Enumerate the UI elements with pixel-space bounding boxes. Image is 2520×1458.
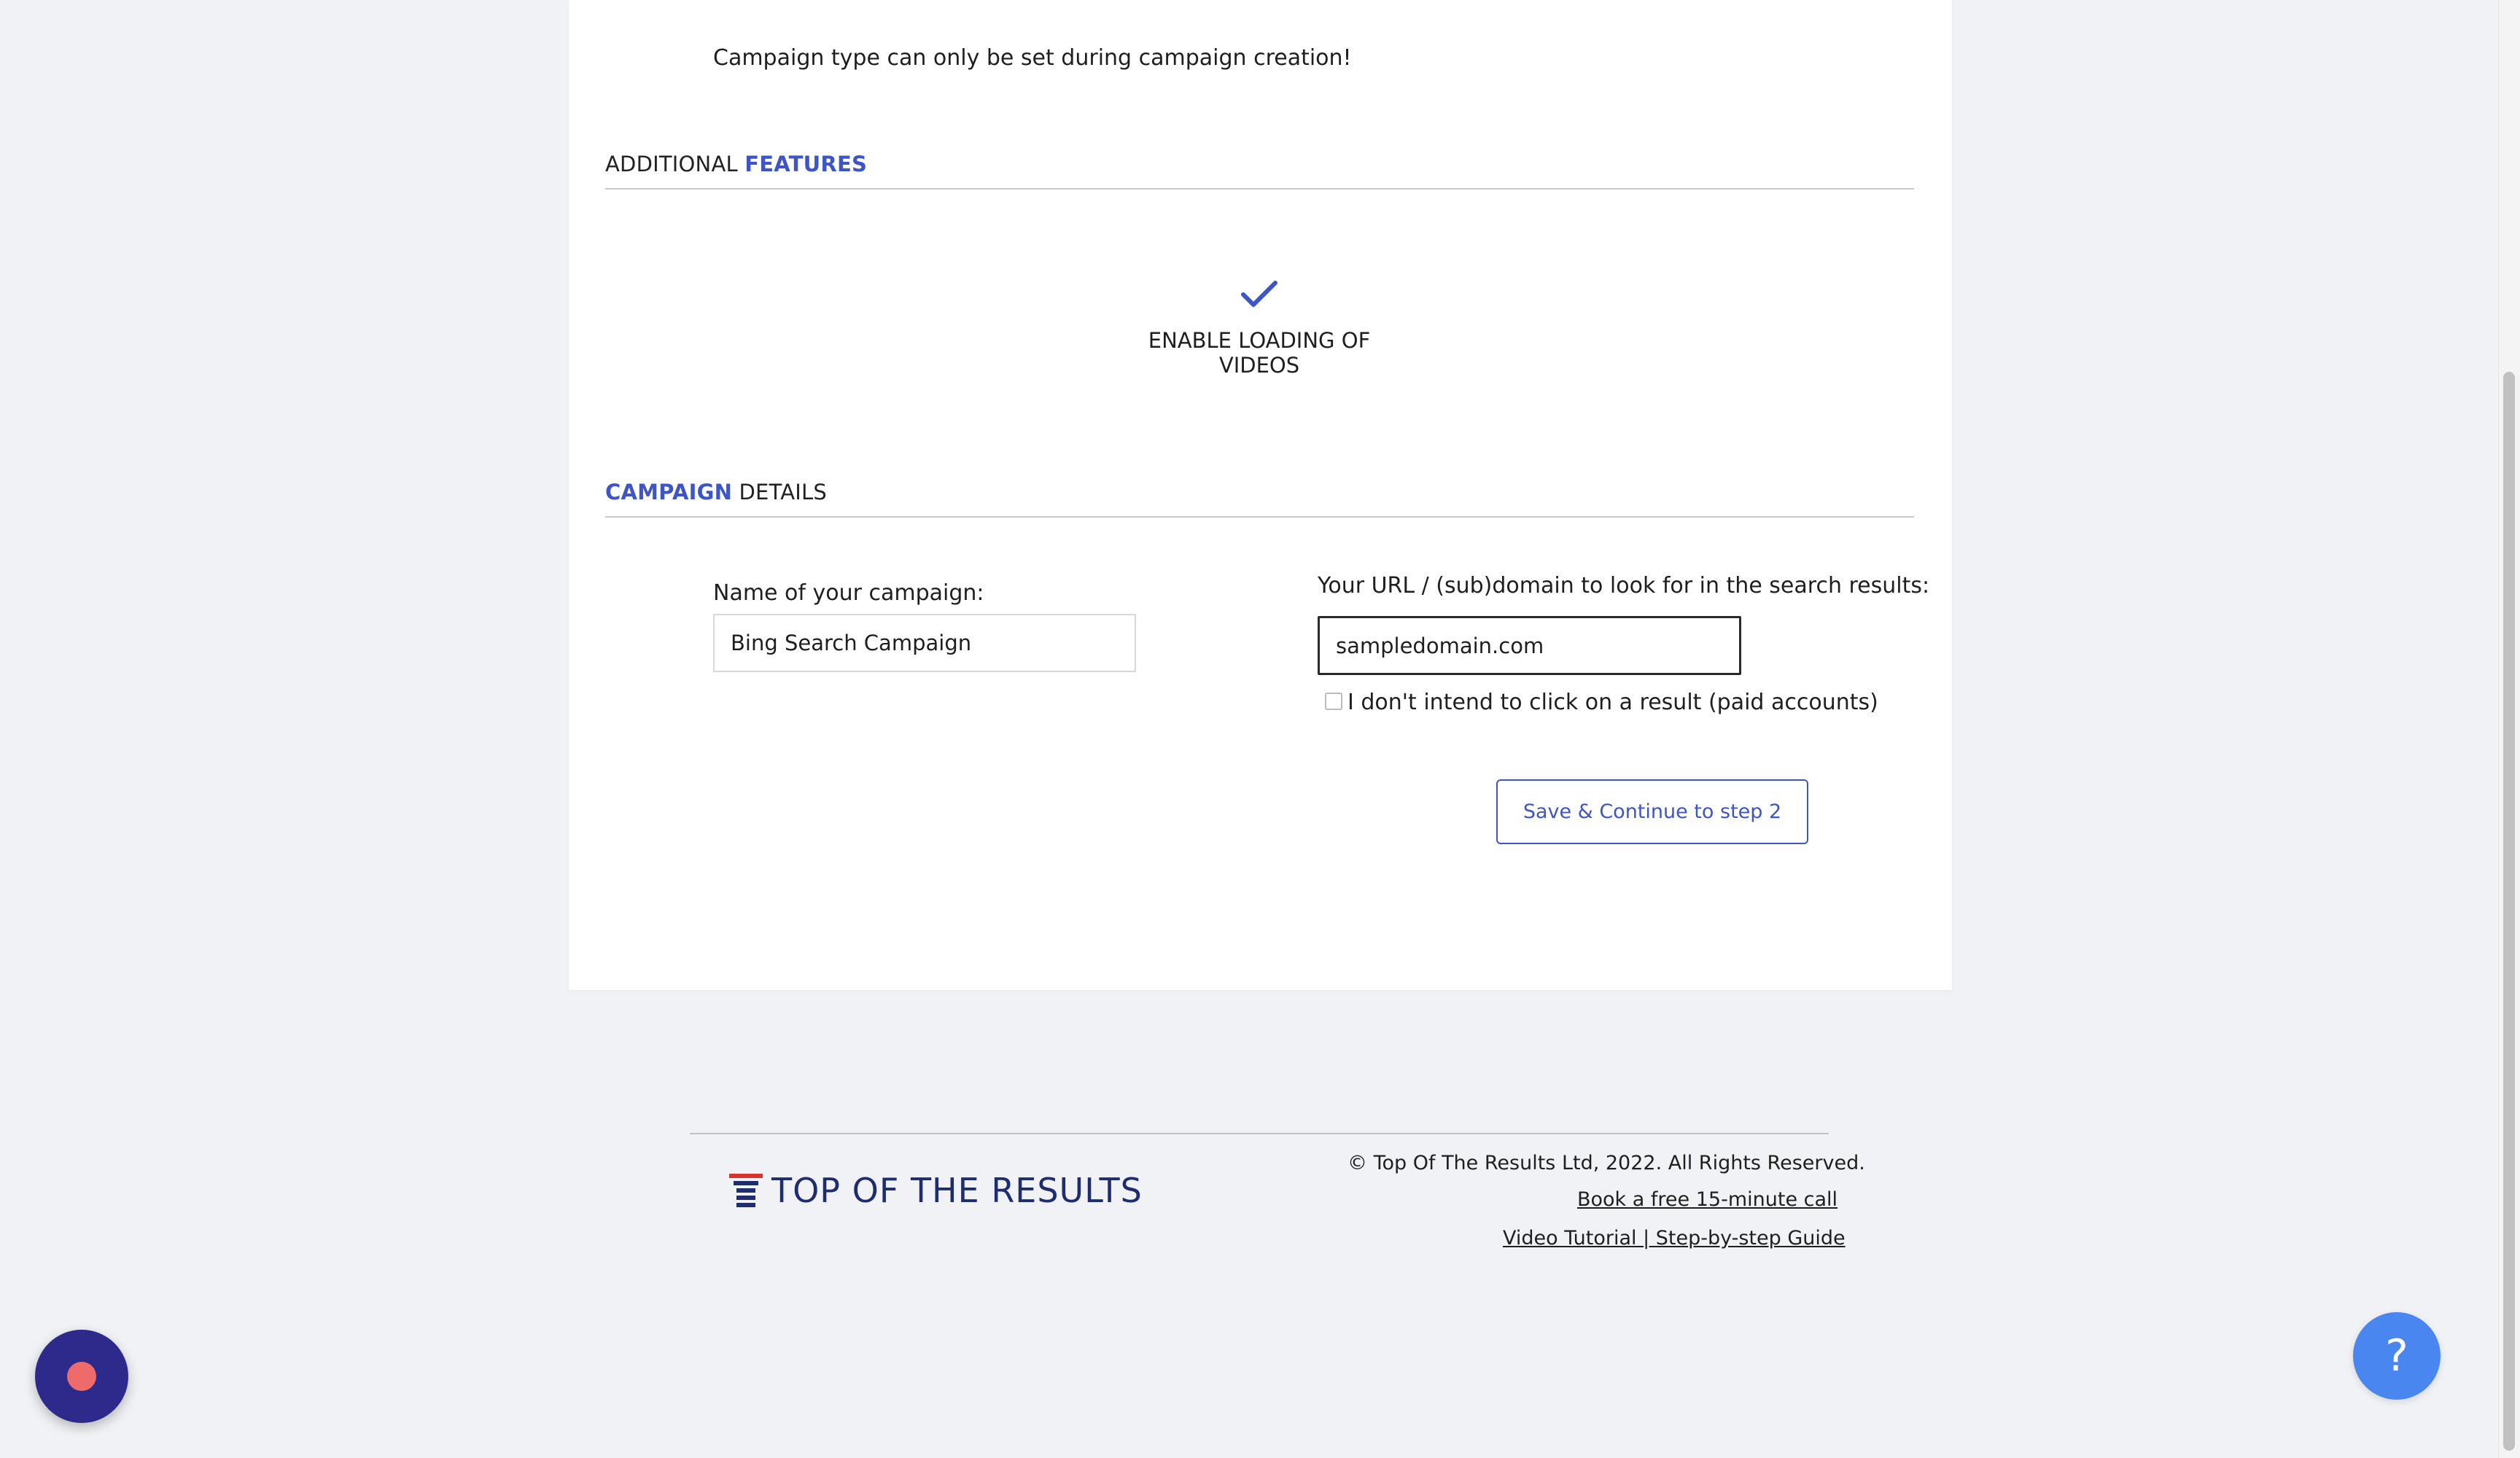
save-continue-button[interactable]: Save & Continue to step 2: [1496, 779, 1808, 844]
enable-loading-videos-toggle[interactable]: ENABLE LOADING OF VIDEOS: [1148, 328, 1371, 378]
campaign-name-input[interactable]: [713, 614, 1136, 672]
paid-accounts-checkbox-label[interactable]: I don't intend to click on a result (paid accounts): [1348, 690, 1878, 715]
footer-logo-text[interactable]: TOP OF THE RESULTS: [771, 1171, 1143, 1210]
campaign-details-heading-plain: DETAILS: [739, 480, 827, 504]
page-scrollbar-thumb[interactable]: [2503, 372, 2515, 1451]
campaign-type-notice: Campaign type can only be set during campaign creation!: [713, 45, 1352, 71]
record-dot-icon: [67, 1362, 96, 1391]
stacked-bars-logo-icon: [729, 1174, 763, 1207]
record-button[interactable]: [35, 1330, 128, 1423]
help-button[interactable]: ?: [2353, 1312, 2441, 1400]
additional-features-divider: [605, 188, 1914, 190]
campaign-details-divider: [605, 516, 1914, 518]
book-call-link[interactable]: Book a free 15-minute call: [1577, 1188, 1838, 1211]
campaign-details-heading: [605, 480, 827, 504]
footer-divider: [690, 1133, 1829, 1134]
url-label: Your URL / (sub)domain to look for in the search results:: [1318, 573, 1930, 599]
paid-accounts-checkbox[interactable]: [1325, 693, 1342, 710]
additional-features-heading-plain: ADDITIONAL: [605, 152, 738, 176]
copyright-text: © Top Of The Results Ltd, 2022. All Rights Reserved.: [1348, 1152, 1865, 1174]
campaign-details-heading-accent: CAMPAIGN: [605, 480, 733, 504]
checkmark-icon[interactable]: [1240, 280, 1278, 309]
additional-features-heading: [605, 152, 867, 176]
additional-features-heading-accent: FEATURES: [744, 152, 868, 176]
url-input[interactable]: [1318, 616, 1741, 675]
video-tutorial-link[interactable]: Video Tutorial | Step-by-step Guide: [1503, 1227, 1846, 1250]
campaign-name-label: Name of your campaign:: [713, 580, 984, 606]
